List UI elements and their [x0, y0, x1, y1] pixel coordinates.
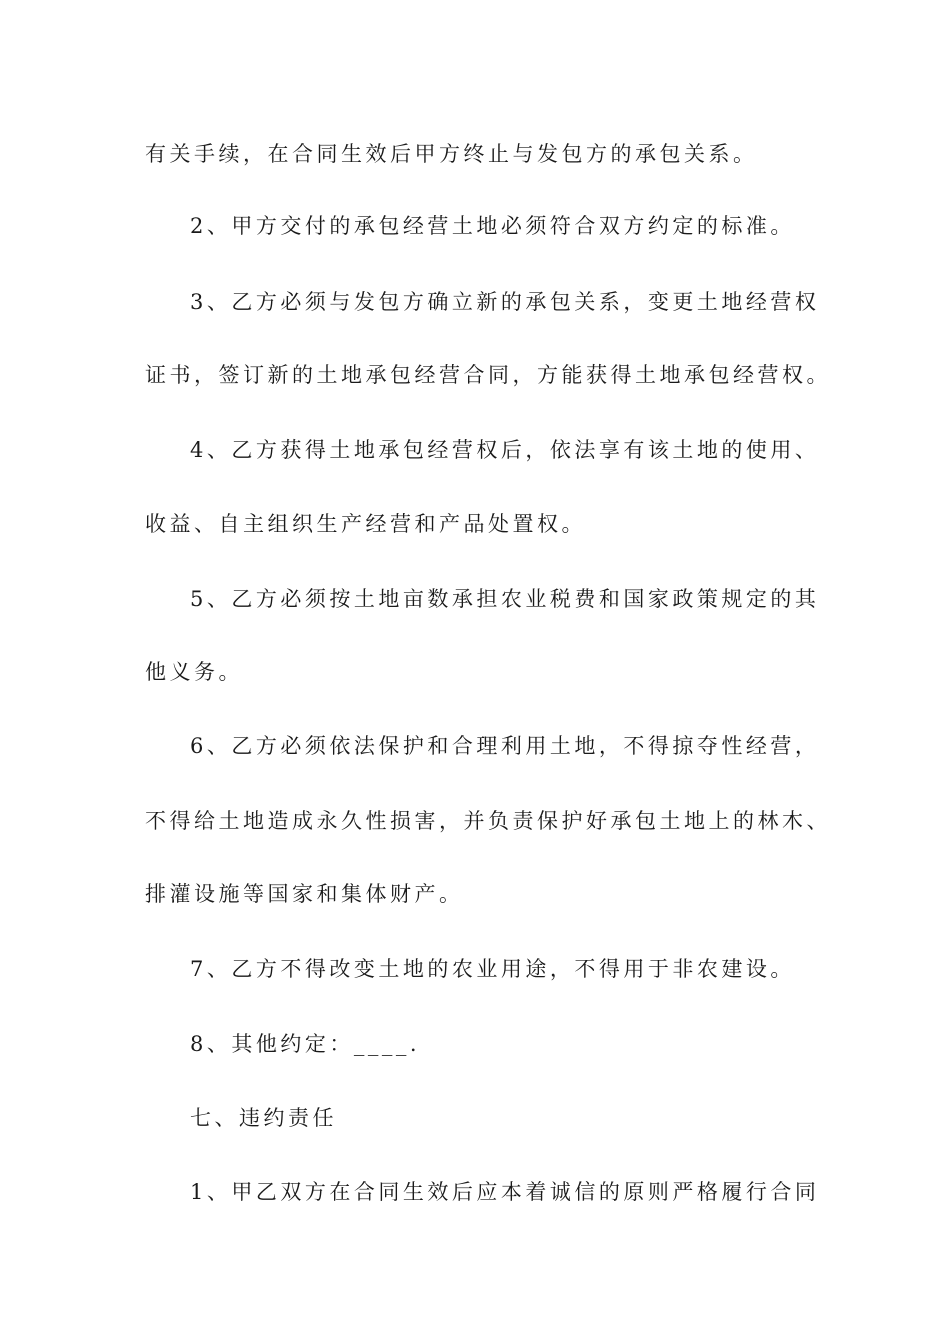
- clause-7: 7、乙方不得改变土地的农业用途，不得用于非农建设。: [190, 957, 795, 981]
- paragraph-line: 有关手续，在合同生效后甲方终止与发包方的承包关系。: [145, 142, 758, 166]
- paragraph-line: 收益、自主组织生产经营和产品处置权。: [145, 512, 586, 536]
- paragraph-line: 不得给土地造成永久性损害，并负责保护好承包土地上的林木、: [145, 809, 831, 833]
- clause-5: 5、乙方必须按土地亩数承担农业税费和国家政策规定的其: [190, 587, 820, 611]
- clause-1: 1、甲乙双方在合同生效后应本着诚信的原则严格履行合同: [190, 1180, 820, 1204]
- clause-6: 6、乙方必须依法保护和合理利用土地，不得掠夺性经营，: [190, 734, 820, 758]
- paragraph-line: 他义务。: [145, 660, 243, 684]
- clause-3: 3、乙方必须与发包方确立新的承包关系，变更土地经营权: [190, 290, 820, 314]
- paragraph-line: 证书，签订新的土地承包经营合同，方能获得土地承包经营权。: [145, 363, 831, 387]
- clause-8: 8、其他约定：____.: [190, 1032, 421, 1056]
- clause-2: 2、甲方交付的承包经营土地必须符合双方约定的标准。: [190, 214, 795, 238]
- clause-4: 4、乙方获得土地承包经营权后，依法享有该土地的使用、: [190, 438, 820, 462]
- paragraph-line: 排灌设施等国家和集体财产。: [145, 882, 464, 906]
- section-heading: 七、违约责任: [190, 1106, 337, 1130]
